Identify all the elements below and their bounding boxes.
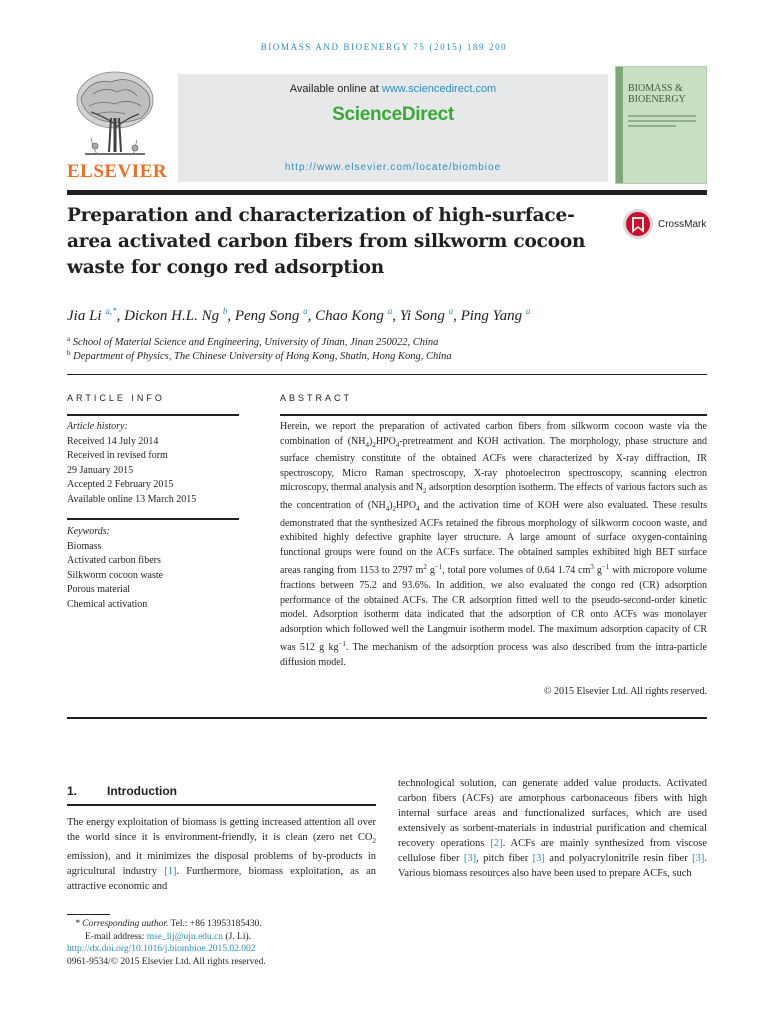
abstract-text: with micropore volume fractions between 75.2 and 93.6%. In addition, we also evaluated the congo red (CR) adsorption performance of the obtained ACFs. The CR adsorption fitted well to the pseudo-second-order kinetic model. Adsorption isotherm data indicated that the adsorption of CR onto ACFs was monolayer adsorption which followed well the Langmuir isotherm model. The maximum adsorption capacity of CR was 512 g kg (280, 565, 707, 654)
body-text: technological solution, can generate added value products. Activated carbon fibers (ACFs) are amorphous carbonaceous fibers with high internal surface areas and functionalized surfaces, which are used extensively as sorbent-materials in industrial purification and chemical recovery operations (398, 778, 707, 849)
footnote-label: * Corresponding author. (75, 919, 169, 929)
article-history (67, 420, 239, 508)
email-line (67, 931, 387, 944)
body-text: , pitch fiber (476, 853, 533, 864)
superscript: 3 (590, 563, 594, 572)
citation-link[interactable]: [3] (463, 853, 477, 864)
citation-link[interactable]: [3] (692, 853, 705, 864)
author-name[interactable]: Peng Song (234, 308, 300, 324)
history-item: Received in revised form (67, 450, 168, 462)
subscript: 4 (385, 504, 390, 513)
author-name[interactable]: Ping Yang (460, 308, 523, 324)
intro-paragraph-right (398, 776, 707, 881)
abstract-text: and the activation time of KOH were also evaluated. These results demonstrated that the synthesized ACFs retained the fibrous morphology of silkworm cocoon waste, and exhibited highly defective graphite layer structure. A large amount of surface oxygen-containing functional groups were found on the ACFs surface. The obtained samples exhibited high BET surface areas ranging from 1153 to 2797 m (280, 499, 707, 577)
author-affiliation-mark[interactable]: a (525, 306, 531, 316)
affiliation-b (67, 349, 707, 362)
doi-link[interactable]: http://dx.doi.org/10.1016/j.biombioe.2015.02.002 (67, 944, 256, 954)
affiliation-text: Department of Physics, The Chinese University of Hong Kong, Shatin, Hong Kong, China (73, 351, 452, 362)
author-name[interactable]: Dickon H.L. Ng (124, 308, 220, 324)
affiliation-mark: b (67, 349, 71, 357)
elsevier-wordmark: ELSEVIER (67, 161, 168, 182)
abstract-text: HPO (375, 435, 396, 447)
subscript: 2 (372, 837, 376, 846)
abstract-text: g (426, 565, 435, 577)
author-affiliation-mark[interactable]: b (222, 306, 228, 316)
superscript: −1 (338, 640, 346, 649)
journal-reference: BIOMASS AND BIOENERGY 75 (2015) 189 200 (260, 42, 508, 52)
crossmark-badge[interactable] (622, 207, 712, 241)
divider (67, 414, 239, 416)
footnote-text: (J. Li). (223, 931, 251, 942)
elsevier-logo (67, 66, 168, 184)
author-affiliation-mark[interactable]: a (387, 306, 393, 316)
affiliation-text: School of Material Science and Engineering, University of Jinan, Jinan 250022, China (72, 337, 439, 348)
abstract-body (280, 420, 707, 671)
footnote-rule (67, 914, 110, 915)
affiliation-mark: a (67, 335, 71, 343)
author-name[interactable]: Yi Song (399, 308, 445, 324)
abstract-heading: ABSTRACT (280, 393, 353, 403)
author-list: Jia Li $^{a,*}$, Dickon H.L. Ng $^b$, Peng Song $^a$, Chao Kong $^a$, Yi Song $^a$, Ping Yang $^a$ (67, 306, 531, 324)
elsevier-tree-icon (71, 68, 159, 160)
article-info-heading: ARTICLE INFO (67, 393, 165, 403)
abstract-text: ) (368, 435, 373, 447)
subscript: 4 (365, 440, 369, 449)
cover-title (628, 83, 702, 105)
footnote-text: Tel.: +86 13953185430. (168, 919, 262, 929)
body-text: . Furthermore, biomass exploitation, as an attractive economic and (67, 866, 377, 893)
journal-header (67, 66, 707, 184)
history-item: Available online 13 March 2015 (67, 493, 197, 505)
subscript: 4 (395, 440, 400, 449)
sciencedirect-logo: ScienceDirect (332, 104, 454, 125)
affiliation-a (67, 335, 707, 348)
email-link[interactable]: mse_lij@ujn.edu.cn (146, 931, 224, 942)
available-online (178, 83, 608, 95)
abstract-text: -pretreatment and KOH activation. The morphology, phase structure and surface chemistry constitute of the obtained ACFs were characterized by X-ray diffraction, IR spectroscopy, Micro Raman spectroscopy, X-ray photoelectron spectroscopy, scanning electron microscopy, thermal analysis and N (280, 435, 708, 494)
issn-line: 0961-9534/© 2015 Elsevier Ltd. All rights reserved. (67, 956, 266, 967)
header-rule (67, 190, 707, 195)
abstract-text: ) (389, 499, 393, 511)
author-name[interactable]: Jia Li (67, 308, 102, 324)
divider (67, 804, 376, 806)
subscript: 2 (422, 487, 427, 496)
cover-spine (616, 67, 623, 183)
abstract-text: Herein, we report the preparation of activated carbon fibers from silkworm cocoon waste via the combination of (NH (280, 421, 707, 447)
section-title: Introduction (107, 784, 177, 798)
footnotes (67, 918, 387, 968)
section-number: 1. (67, 784, 78, 798)
body-text: . ACFs are mainly synthesized from viscose cellulose fiber (398, 838, 707, 864)
history-label: Article history: (67, 421, 128, 432)
body-text: and polyacrylonitrile resin fiber (544, 853, 693, 864)
subscript: 4 (416, 504, 420, 513)
abstract-copyright: © 2015 Elsevier Ltd. All rights reserved. (543, 686, 707, 697)
history-item: Received 14 July 2014 (67, 435, 159, 447)
divider (67, 374, 707, 375)
keywords-label: Keywords: (67, 526, 110, 537)
author-name[interactable]: Chao Kong (315, 308, 384, 324)
section-heading-introduction (67, 784, 177, 798)
keyword: Silkworm cocoon waste (67, 569, 164, 581)
citation-link[interactable]: [2] (490, 838, 503, 849)
body-text: The energy exploitation of biomass is getting increased attention all over the world since it is environment-friendly, it is clean (zero net CO (67, 817, 376, 843)
article-title: Preparation and characterization of high-surface-area activated carbon fibers from silkworm cocoon waste for congo red adsorption (67, 205, 586, 278)
intro-paragraph-left (67, 815, 376, 894)
history-item: Accepted 2 February 2015 (67, 479, 174, 491)
superscript: −1 (434, 563, 443, 572)
citation-link[interactable]: [3] (532, 853, 545, 864)
divider (280, 414, 707, 416)
crossmark-icon (622, 207, 654, 241)
history-item: 29 January 2015 (67, 464, 134, 476)
author-affiliation-mark[interactable]: a (448, 306, 454, 316)
author-affiliation-mark[interactable]: a,* (105, 306, 117, 316)
author-affiliation-mark[interactable]: a (303, 306, 308, 316)
cover-text-lines (628, 115, 696, 130)
citation-link[interactable]: [1] (164, 866, 177, 878)
available-online-text: Available online at (289, 83, 382, 95)
abstract-text: HPO (396, 499, 417, 511)
cover-title-line-1: BIOMASS & (628, 83, 683, 94)
keyword: Activated carbon fibers (67, 555, 161, 567)
subscript: 2 (392, 504, 397, 513)
abstract-text: adsorption desorption isotherm. The effects of various factors such as the concentration of (NH (280, 482, 707, 511)
abstract-text: . The mechanism of the adsorption process was also described from the intra-particle diffusion model. (280, 642, 707, 668)
corresponding-author (67, 918, 387, 931)
divider (67, 518, 239, 520)
keywords (67, 525, 239, 613)
superscript: −1 (601, 563, 610, 572)
body-text: emission), and it minimizes the disposal problems of by-products in agricultural industry (67, 851, 376, 878)
footnote-label: E-mail address: (85, 931, 147, 942)
divider (67, 717, 707, 719)
sciencedirect-banner (178, 74, 608, 182)
keyword: Biomass (67, 540, 102, 552)
cover-title-line-2: BIOENERGY (628, 94, 686, 105)
abstract-text: g (593, 565, 602, 577)
sciencedirect-link[interactable]: www.sciencedirect.com (381, 83, 497, 95)
keyword: Porous material (67, 584, 131, 596)
subscript: 2 (372, 440, 376, 449)
superscript: 2 (423, 563, 427, 572)
abstract-text: , total pore volumes of 0.64 1.74 cm (442, 565, 591, 577)
journal-cover-thumbnail (615, 66, 707, 184)
keyword: Chemical activation (67, 598, 148, 610)
journal-homepage-link[interactable]: http://www.elsevier.com/locate/biombioe (284, 162, 502, 173)
crossmark-label: CrossMark (658, 219, 707, 230)
body-text: . Various biomass resources also have been used to prepare ACFs, such (398, 853, 707, 879)
